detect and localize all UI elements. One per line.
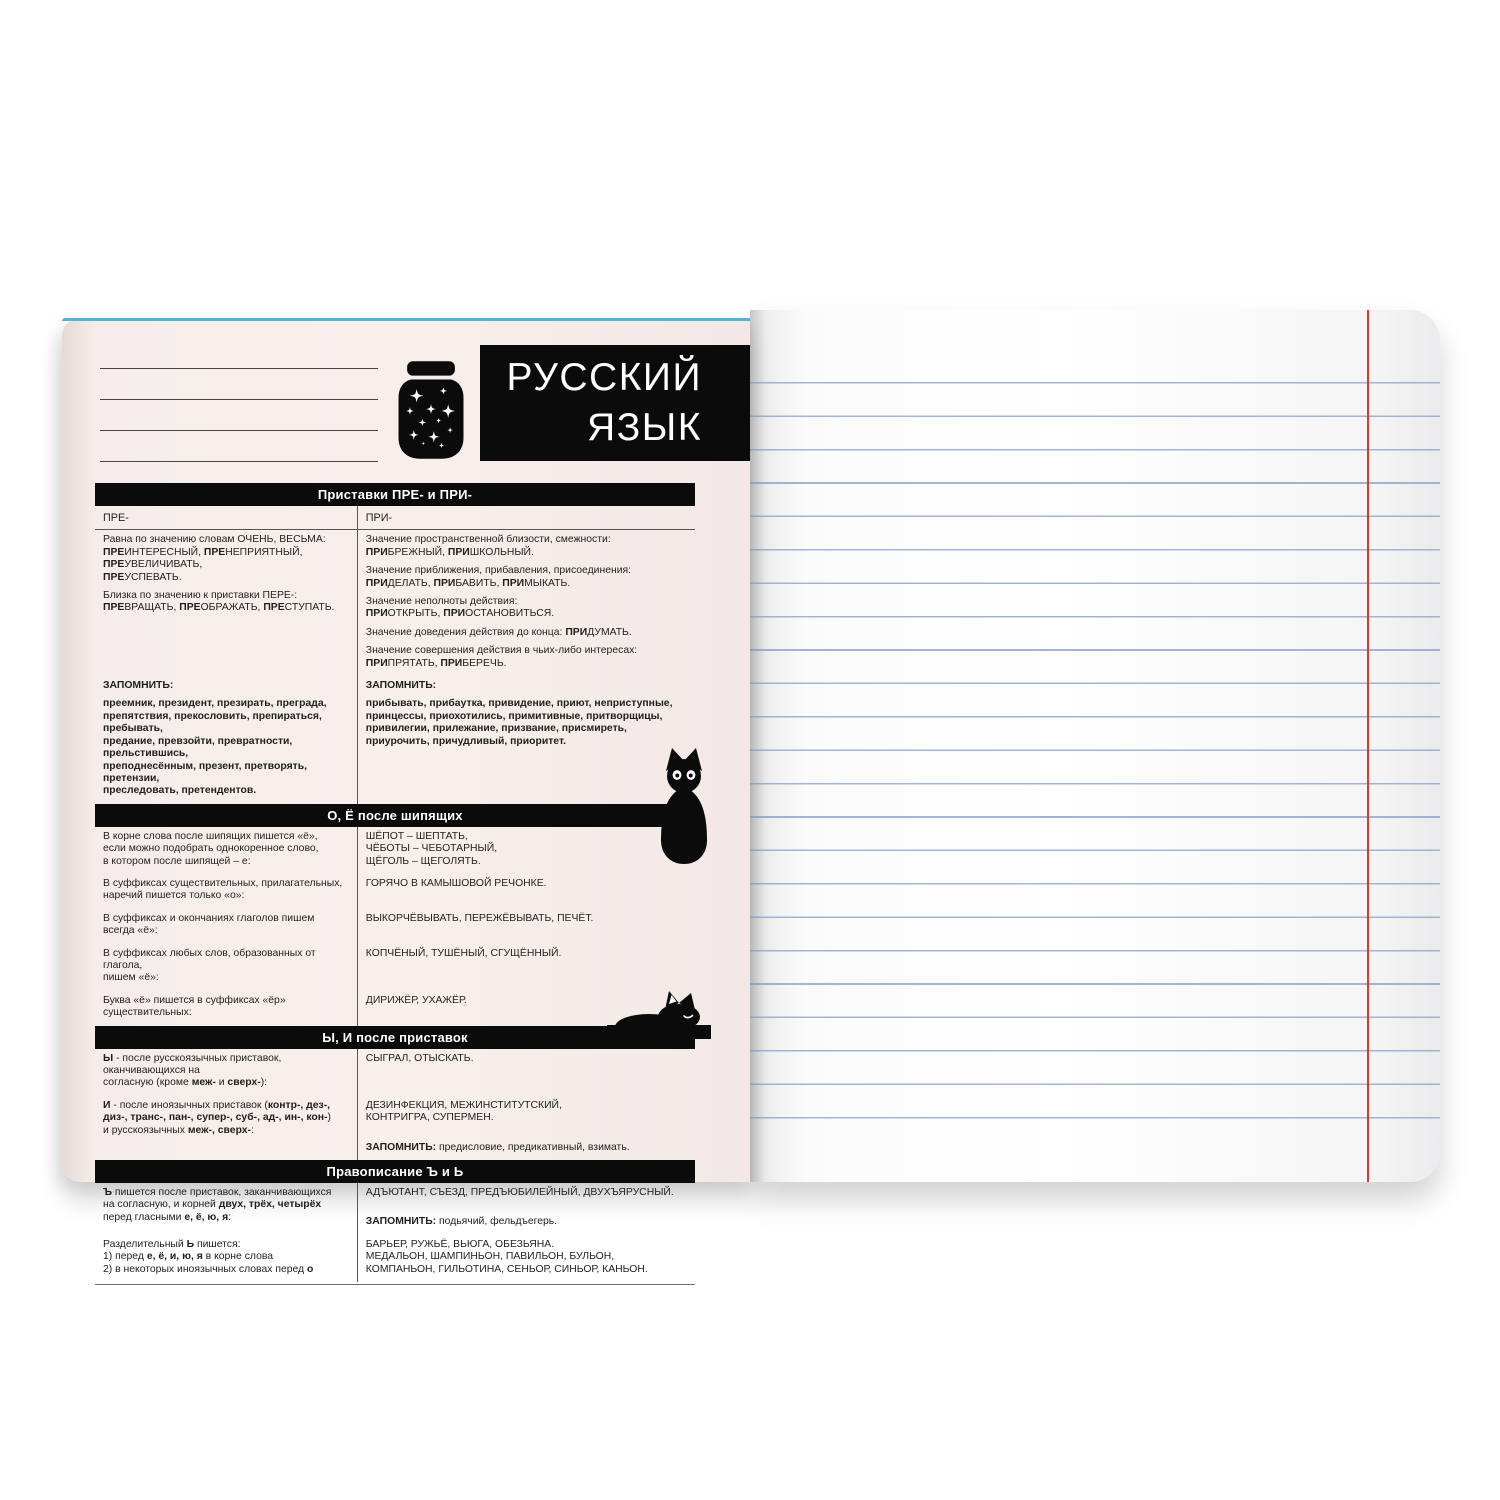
name-lines (100, 368, 378, 462)
cell-paragraph: ЗАПОМНИТЬ: подьячий, фельдъегерь. (365, 1216, 558, 1228)
subject-title-line2: ЯЗЫК (587, 406, 702, 449)
left-page-cover-inside (62, 318, 750, 1275)
rule-cell (95, 827, 358, 874)
cell-paragraph: БАРЬЕР, РУЖЬЁ, ВЬЮГА, ОБЕЗЬЯНА. МЕДАЛЬОН, ШАМПИНЬОН, ПАВИЛЬОН, БУЛЬОН, КОМПАНЬОН, ГИЛЬОТИНА, СЕНЬОР, СИНЬОР, КАНЬОН. (365, 1238, 648, 1275)
cell-paragraph: преемник, президент, презирать, преграда, препятствия, прекословить, препираться, пребывать, предание, превзойти, превратности, прельстившись, преподнесённым, презент, претворять, претензии, преследовать, претендентов. (103, 698, 327, 797)
cell-paragraph: Равна по значению словам ОЧЕНЬ, ВЕСЬМА: ПРЕИНТЕРЕСНЫЙ, ПРЕНЕПРИЯТНЫЙ, ПРЕУВЕЛИЧИВАТЬ, ПРЕУСПЕВАТЬ. (103, 534, 326, 583)
example-cell (358, 1235, 695, 1282)
rule-cell (95, 1049, 358, 1096)
jar-of-stars-icon (388, 360, 474, 462)
rule-cell (95, 991, 358, 1026)
table-row (95, 530, 695, 676)
name-line (100, 430, 378, 431)
cell-paragraph: Разделительный Ь пишется: 1) перед е, ё, и, ю, я в корне слова 2) в некоторых иноязычных словах перед о (103, 1238, 314, 1275)
cell-paragraph: Значение пространственной близости, смежности: ПРИБРЕЖНЫЙ, ПРИШКОЛЬНЫЙ. (365, 534, 611, 558)
table-row (95, 1183, 695, 1235)
table-row (95, 1096, 695, 1160)
cell-paragraph: В суффиксах любых слов, образованных от глагола, пишем «ё»: (103, 947, 316, 984)
section-header: О, Ё после шипящих (95, 804, 695, 827)
right-page-ruled (750, 310, 1440, 1182)
section-header-wrap (95, 483, 695, 506)
cell-paragraph: Значение приближения, прибавления, присоединения: ПРИДЕЛАТЬ, ПРИБАВИТЬ, ПРИМЫКАТЬ. (365, 565, 632, 589)
cell-paragraph: ГОРЯЧО В КАМЫШОВОЙ РЕЧОНКЕ. (365, 877, 547, 889)
table-row (95, 1235, 695, 1282)
cell-paragraph: ДИРИЖЁР, УХАЖЁР. (365, 994, 467, 1006)
name-line (100, 368, 378, 369)
cell-paragraph: ЗАПОМНИТЬ: предисловие, предикативный, взимать. (365, 1141, 630, 1153)
cell-paragraph: В корне слова после шипящих пишется «ё», если можно подобрать однокоренное слово, в котором после шипящей – е: (103, 830, 319, 867)
table-row (95, 827, 695, 874)
column-header-left: ПРЕ- (95, 506, 358, 529)
cell-paragraph: Значение доведения действия до конца: ПРИДУМАТЬ. (365, 626, 632, 638)
section-header-wrap (95, 1160, 695, 1183)
rule-cell (95, 874, 358, 909)
example-cell (358, 909, 695, 944)
cell-paragraph: ЗАПОМНИТЬ: (103, 680, 174, 692)
table-row (95, 1049, 695, 1096)
cell-paragraph: Значение неполноты действия: ПРИОТКРЫТЬ, ПРИОСТАНОВИТЬСЯ. (365, 596, 555, 620)
cell-paragraph: Значение совершения действия в чьих-либо интересах: ПРИПРЯТАТЬ, ПРИБЕРЕЧЬ. (365, 645, 638, 669)
cell-spacer (366, 1131, 685, 1142)
ruled-lines (750, 382, 1440, 1132)
section-header: Ы, И после приставок (95, 1026, 695, 1049)
cell-paragraph: Близка по значению к приставки ПЕРЕ-: ПРЕВРАЩАТЬ, ПРЕОБРАЖАТЬ, ПРЕСТУПАТЬ. (103, 590, 335, 614)
example-cell (358, 944, 695, 991)
table-row (95, 909, 695, 944)
example-cell (358, 1049, 695, 1096)
table-row (95, 676, 695, 804)
cell-paragraph: Буква «ё» пишется в суффиксах «ёр» существительных: (103, 994, 286, 1019)
name-line (100, 399, 378, 400)
rule-cell (95, 1096, 358, 1160)
example-cell (358, 827, 695, 874)
cell-paragraph: СЫГРАЛ, ОТЫСКАТЬ. (365, 1052, 474, 1064)
cell-paragraph: Ы - после русскоязычных приставок, оканчивающихся на согласную (кроме меж- и сверх-): (103, 1052, 282, 1089)
rule-cell (95, 944, 358, 991)
section-header: Приставки ПРЕ- и ПРИ- (95, 483, 695, 506)
rule-cell (95, 676, 358, 804)
subject-title-line1: РУССКИЙ (506, 356, 702, 399)
grammar-table (95, 483, 695, 1285)
rule-cell (95, 1235, 358, 1282)
cell-spacer (366, 1205, 685, 1216)
cell-paragraph: ШЁПОТ – ШЕПТАТЬ, ЧЁБОТЫ – ЧЕБОТАРНЫЙ, ЩЁГОЛЬ – ЩЕГОЛЯТЬ. (365, 830, 498, 867)
rule-cell (95, 1183, 358, 1235)
subject-title-box (480, 345, 750, 461)
cell-paragraph: В суффиксах существительных, прилагательных, наречий пишется только «о»: (103, 877, 343, 902)
name-line (100, 461, 378, 462)
column-header-row (95, 506, 695, 530)
example-cell (358, 1183, 695, 1235)
section-header-wrap (95, 804, 695, 827)
cover-top-edge (62, 318, 750, 321)
table-row (95, 991, 695, 1026)
cell-paragraph: В суффиксах и окончаниях глаголов пишем всегда «ё»: (103, 912, 315, 937)
sitting-cat-icon (653, 744, 715, 866)
cell-paragraph: прибывать, прибаутка, привидение, приют, неприступные, принцессы, приохотились, примитивные, притворщицы, привилегии, прилежание, призвание, присмиреть, приурочить, причудливый, приоритет. (365, 698, 673, 747)
section-header: Правописание Ъ и Ь (95, 1160, 695, 1183)
example-cell (358, 1096, 695, 1160)
example-cell (358, 676, 695, 804)
red-margin-line (1367, 310, 1369, 1182)
cell-paragraph: КОПЧЁНЫЙ, ТУШЁНЫЙ, СГУЩЁННЫЙ. (365, 947, 562, 959)
cell-paragraph: ВЫКОРЧЁВЫВАТЬ, ПЕРЕЖЁВЫВАТЬ, ПЕЧЁТ. (365, 912, 594, 924)
table-row (95, 944, 695, 991)
cell-paragraph: И - после иноязычных приставок (контр-, дез-, диз-, транс-, пан-, супер-, суб-, ад-, ин-, кон-) и русскоязычных меж-, сверх-: (103, 1099, 331, 1136)
rule-cell (95, 909, 358, 944)
column-header-right: ПРИ- (365, 512, 393, 524)
cell-paragraph: ЗАПОМНИТЬ: (365, 680, 437, 692)
example-cell (358, 874, 695, 909)
lying-cat-icon (607, 989, 711, 1039)
cell-paragraph: Ъ пишется после приставок, заканчивающихся на согласную, и корней двух, трёх, четырёх перед гласными е, ё, ю, я: (103, 1187, 332, 1223)
cell-paragraph: АДЪЮТАНТ, СЪЕЗД, ПРЕДЪЮБИЛЕЙНЫЙ, ДВУХЪЯРУСНЫЙ. (365, 1187, 674, 1199)
example-cell (358, 530, 695, 676)
cell-paragraph: ДЕЗИНФЕКЦИЯ, МЕЖИНСТИТУТСКИЙ, КОНТРИГРА, СУПЕРМЕН. (365, 1099, 562, 1124)
section-header-wrap (95, 1026, 695, 1049)
rule-cell (95, 530, 358, 676)
table-row (95, 874, 695, 909)
